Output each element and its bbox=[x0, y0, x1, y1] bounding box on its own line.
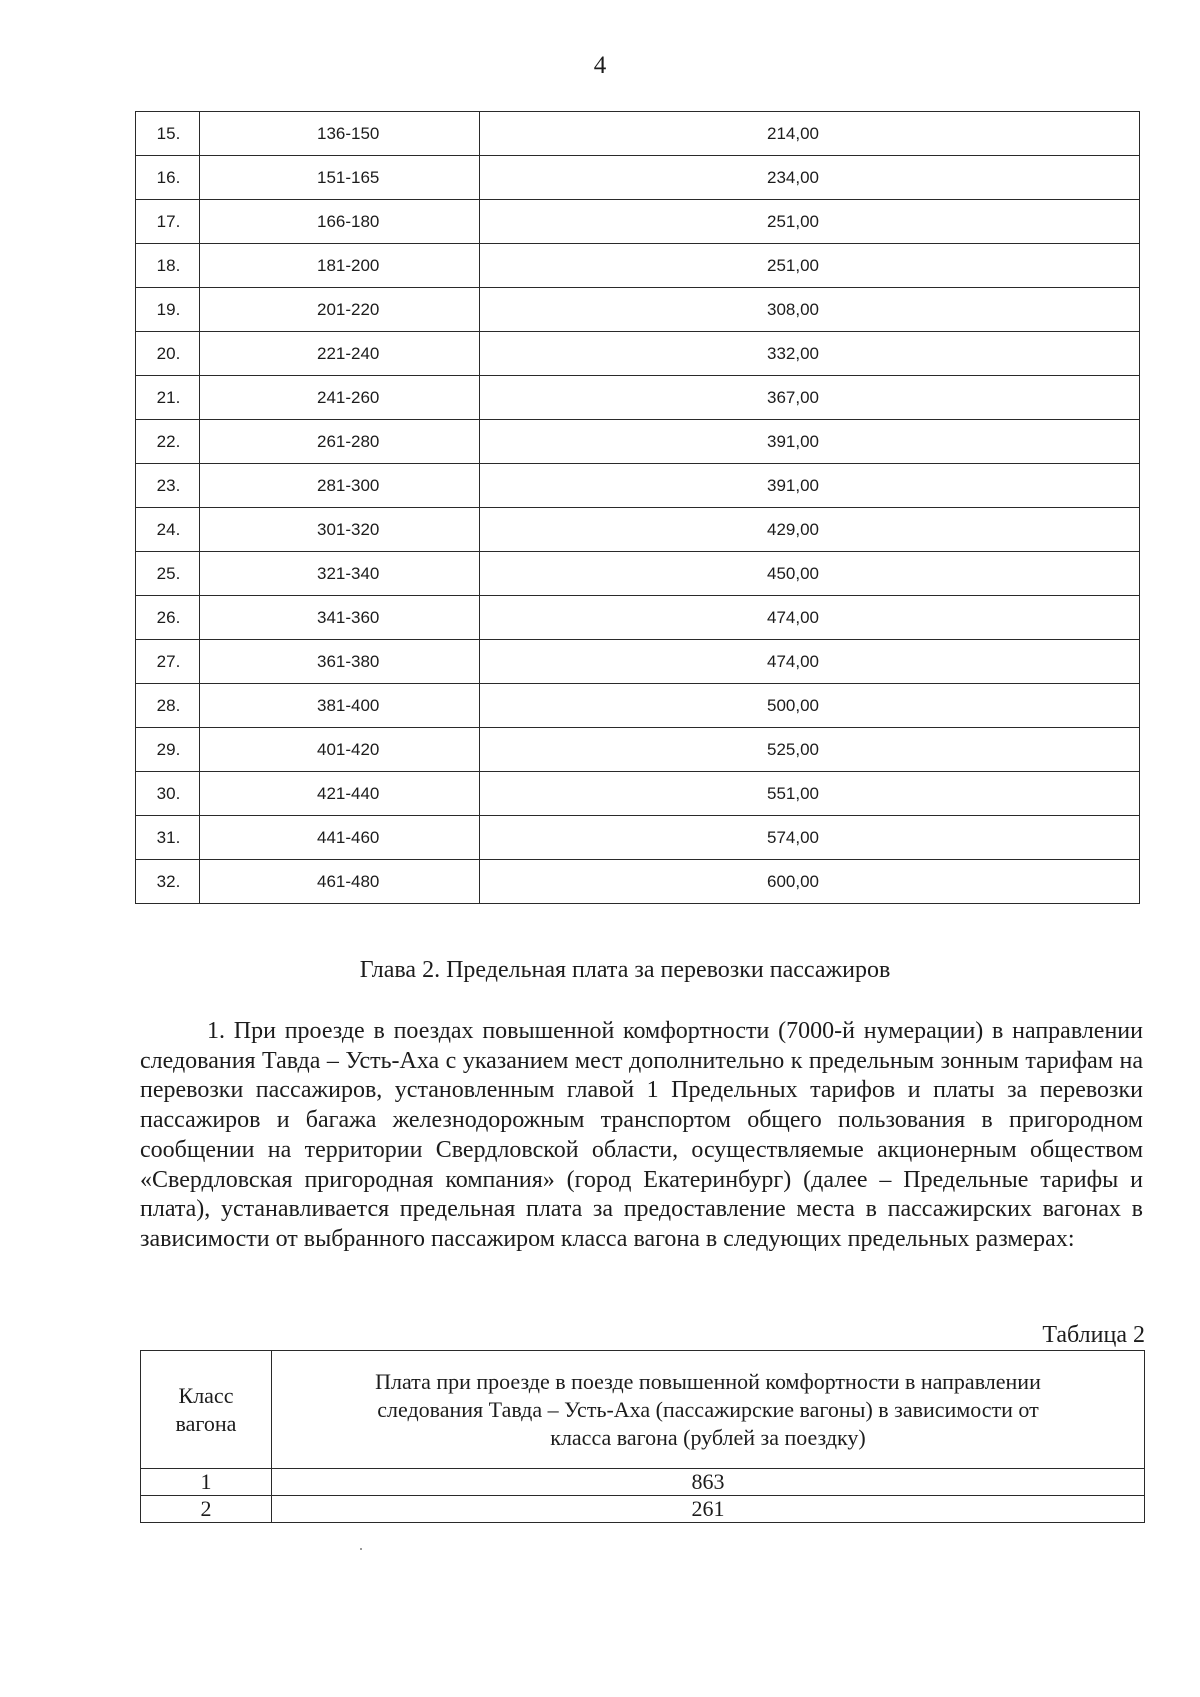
distance-range: 166-180 bbox=[200, 200, 480, 244]
car-class: 1 bbox=[141, 1469, 272, 1496]
fare-table bbox=[135, 111, 1140, 904]
car-fee: 863 bbox=[272, 1469, 1145, 1496]
distance-range: 136-150 bbox=[200, 112, 480, 156]
row-number: 30. bbox=[136, 772, 200, 816]
header-fee bbox=[272, 1351, 1145, 1469]
table-row bbox=[136, 288, 1140, 332]
row-number: 25. bbox=[136, 552, 200, 596]
table-row bbox=[136, 860, 1140, 904]
table-row bbox=[136, 684, 1140, 728]
fare-price: 251,00 bbox=[480, 244, 1140, 288]
fare-price: 474,00 bbox=[480, 640, 1140, 684]
row-number: 20. bbox=[136, 332, 200, 376]
distance-range: 201-220 bbox=[200, 288, 480, 332]
header-class bbox=[141, 1351, 272, 1469]
chapter-title: Глава 2. Предельная плата за перевозки пассажиров bbox=[359, 957, 891, 983]
distance-range: 241-260 bbox=[200, 376, 480, 420]
table-row bbox=[136, 420, 1140, 464]
fare-price: 234,00 bbox=[480, 156, 1140, 200]
page-number: 4 bbox=[593, 52, 607, 79]
table-row bbox=[141, 1496, 1145, 1523]
row-number: 29. bbox=[136, 728, 200, 772]
table-row bbox=[136, 112, 1140, 156]
row-number: 19. bbox=[136, 288, 200, 332]
fare-price: 551,00 bbox=[480, 772, 1140, 816]
table-row bbox=[136, 772, 1140, 816]
fare-price: 251,00 bbox=[480, 200, 1140, 244]
fare-price: 214,00 bbox=[480, 112, 1140, 156]
fare-price: 500,00 bbox=[480, 684, 1140, 728]
table-row bbox=[136, 200, 1140, 244]
distance-range: 341-360 bbox=[200, 596, 480, 640]
header-class-text: Класс вагона bbox=[175, 1382, 237, 1436]
table-row bbox=[136, 332, 1140, 376]
row-number: 26. bbox=[136, 596, 200, 640]
table-row bbox=[136, 156, 1140, 200]
distance-range: 381-400 bbox=[200, 684, 480, 728]
row-number: 23. bbox=[136, 464, 200, 508]
fare-price: 367,00 bbox=[480, 376, 1140, 420]
row-number: 32. bbox=[136, 860, 200, 904]
row-number: 17. bbox=[136, 200, 200, 244]
distance-range: 401-420 bbox=[200, 728, 480, 772]
table-label: Таблица 2 bbox=[1042, 1322, 1145, 1348]
row-number: 18. bbox=[136, 244, 200, 288]
table-row bbox=[136, 244, 1140, 288]
distance-range: 261-280 bbox=[200, 420, 480, 464]
car-fee: 261 bbox=[272, 1496, 1145, 1523]
distance-range: 461-480 bbox=[200, 860, 480, 904]
row-number: 22. bbox=[136, 420, 200, 464]
scan-speck bbox=[360, 1548, 362, 1550]
row-number: 24. bbox=[136, 508, 200, 552]
row-number: 27. bbox=[136, 640, 200, 684]
fare-price: 429,00 bbox=[480, 508, 1140, 552]
table-row bbox=[136, 552, 1140, 596]
table-header-row bbox=[141, 1351, 1145, 1469]
distance-range: 221-240 bbox=[200, 332, 480, 376]
fare-price: 308,00 bbox=[480, 288, 1140, 332]
distance-range: 301-320 bbox=[200, 508, 480, 552]
table-row bbox=[136, 640, 1140, 684]
body-paragraph: 1. При проезде в поездах повышенной комфортности (7000-й нумерации) в направлении следования Тавда – Усть-Аха с указанием мест дополнительно к предельным зонным тарифам на перевозки пассажиров, установленным главой 1 Предельных тарифов и платы за перевозки пассажиров и багажа железнодорожным транспортом общего пользования в пригородном сообщении на территории Свердловской области, осуществляемые акционерным обществом «Свердловская пригородная компания» (город Екатеринбург) (далее – Предельные тарифы и плата), устанавливается предельная плата за предоставление места в пассажирских вагонах в зависимости от выбранного пассажиром класса вагона в следующих предельных размерах: bbox=[140, 1018, 1143, 1252]
table-row bbox=[136, 376, 1140, 420]
row-number: 31. bbox=[136, 816, 200, 860]
row-number: 28. bbox=[136, 684, 200, 728]
header-fee-text: Плата при проезде в поезде повышенной комфортности в направлении следования Тавда – Усть-Аха (пассажирские вагоны) в зависимости от класса вагона (рублей за поездку) bbox=[375, 1368, 1041, 1450]
table-row bbox=[136, 464, 1140, 508]
fare-price: 450,00 bbox=[480, 552, 1140, 596]
fare-price: 474,00 bbox=[480, 596, 1140, 640]
row-number: 15. bbox=[136, 112, 200, 156]
table-row bbox=[136, 728, 1140, 772]
car-class: 2 bbox=[141, 1496, 272, 1523]
fare-price: 332,00 bbox=[480, 332, 1140, 376]
fare-price: 600,00 bbox=[480, 860, 1140, 904]
distance-range: 441-460 bbox=[200, 816, 480, 860]
fare-price: 574,00 bbox=[480, 816, 1140, 860]
distance-range: 421-440 bbox=[200, 772, 480, 816]
table-row bbox=[141, 1469, 1145, 1496]
table-row bbox=[136, 508, 1140, 552]
row-number: 21. bbox=[136, 376, 200, 420]
fare-price: 391,00 bbox=[480, 464, 1140, 508]
distance-range: 281-300 bbox=[200, 464, 480, 508]
fare-price: 525,00 bbox=[480, 728, 1140, 772]
row-number: 16. bbox=[136, 156, 200, 200]
class-fee-table bbox=[140, 1350, 1145, 1523]
table-row bbox=[136, 596, 1140, 640]
table-row bbox=[136, 816, 1140, 860]
distance-range: 181-200 bbox=[200, 244, 480, 288]
fare-price: 391,00 bbox=[480, 420, 1140, 464]
distance-range: 361-380 bbox=[200, 640, 480, 684]
distance-range: 151-165 bbox=[200, 156, 480, 200]
distance-range: 321-340 bbox=[200, 552, 480, 596]
